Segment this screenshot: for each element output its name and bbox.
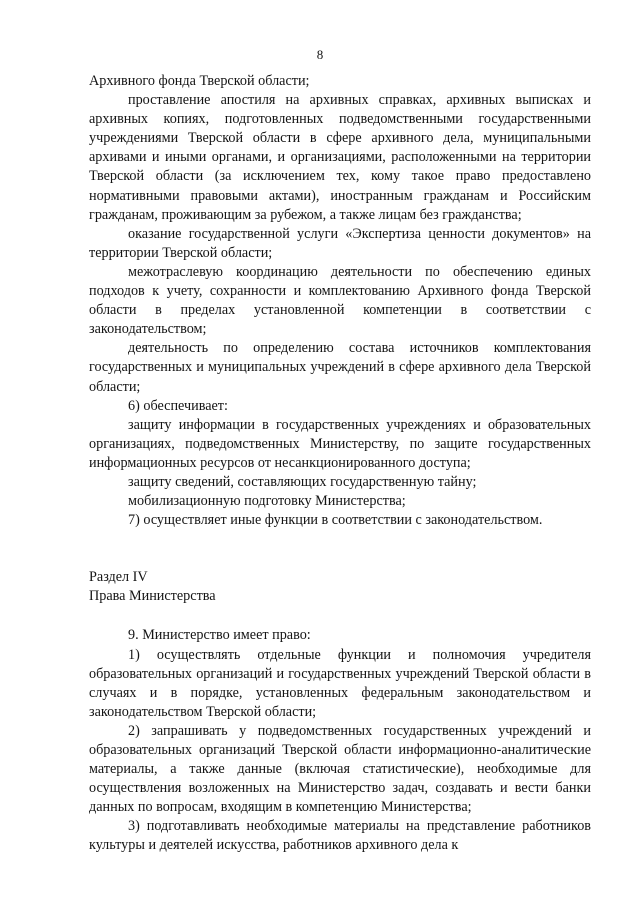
paragraph: 9. Министерство имеет право: [128,627,311,644]
spacer [89,606,591,626]
paragraph: мобилизационную подготовку Министерства; [128,493,406,510]
paragraph: защиту информации в государственных учреждениях и образовательных организациях, подведомственных Министерству, по защите государственных информационных ресурсов от несанкционированного доступа; [89,416,591,471]
paragraph: проставление апостиля на архивных справках, архивных выписках и архивных копиях, подготовленных подведомственными государственными учреждениями Тверской области в сфере архивного дела, муниципальными архивами и иными органами, и организациями, расположенными на территории Тверской области (за исключением тех, кому такое право предоставлено нормативными правовыми актами), иностранным гражданам и Российским гражданам, проживающим за рубежом, а также лицам без гражданства; [89,92,591,223]
paragraph: 2) запрашивать у подведомственных государственных учреждений и образовательных организаций Тверской области информационно-аналитические материалы, а также данные (включая статистические), необходимые для осуществления возложенных на Министерство задач, создавать и вести банки данных по вопросам, входящим в компетенцию Министерства; [89,722,591,816]
paragraph: 6) обеспечивает: [128,397,228,414]
paragraph: 7) осуществляет иные функции в соответствии с законодательством. [128,512,543,529]
section-title: Права Министерства [89,588,216,605]
paragraphs-top [89,72,591,530]
page-number: 8 [316,47,324,62]
paragraph: Архивного фонда Тверской области; [89,73,310,89]
paragraphs-bottom [89,626,591,855]
paragraph: межотраслевую координацию деятельности по обеспечению единых подходов к учету, сохранности и комплектованию Архивного фонда Тверской области в пределах установленной компетенции в соответствии с законодательством; [89,263,591,338]
paragraph: 1) осуществлять отдельные функции и полномочия учредителя образовательных организаций и государственных учреждений Тверской области в случаях и в порядке, установленных федеральным законодательством и законодательством Тверской области; [89,646,591,720]
spacer [89,530,591,568]
paragraph: оказание государственной услуги «Экспертиза ценности документов» на территории Тверской области; [89,225,591,261]
paragraph: 3) подготавливать необходимые материалы на представление работников культуры и деятелей искусства, работников архивного дела к [89,818,591,854]
paragraph: деятельность по определению состава источников комплектования государственных и муниципальных учреждений в сфере архивного дела Тверской области; [89,340,591,395]
document-body [89,72,591,856]
paragraph: защиту сведений, составляющих государственную тайну; [128,473,477,490]
section-number: Раздел IV [89,569,148,586]
